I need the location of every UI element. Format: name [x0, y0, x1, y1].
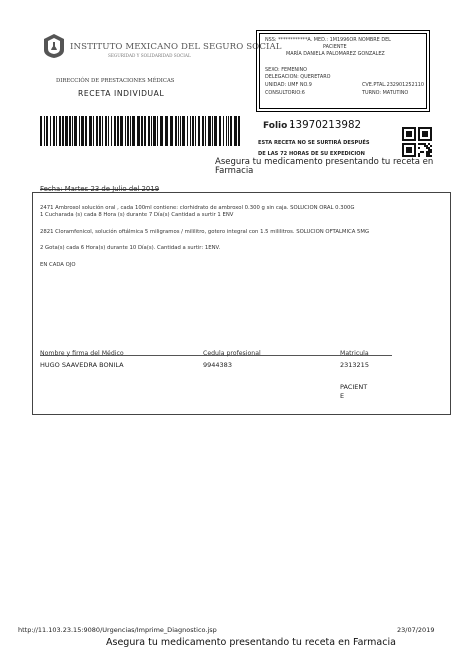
imss-logo-icon: [42, 33, 66, 59]
rx-item-2-line-1: 2821 Cloramfenicol, solución oftálmica 5 miligramos / mililitro, gotero integral con 1.5 mililitros. SOLUCION OFTALMICA 5MG: [40, 229, 370, 235]
footer-notice: Asegura tu medicamento presentando tu receta en Farmacia: [106, 637, 396, 648]
institution-name: INSTITUTO MEXICANO DEL SEGURO SOCIAL: [70, 42, 282, 52]
doctor-name: HUGO SAAVEDRA BONILA: [40, 361, 124, 369]
qr-code-icon: [402, 127, 432, 157]
rx-note: EN CADA OJO: [40, 262, 76, 268]
barcode-icon: [40, 116, 242, 146]
cedula-label: Cedula profesional: [203, 350, 261, 357]
matricula-value: 2313215: [340, 361, 369, 369]
institution-subtitle: SEGURIDAD Y SOLIDARIDAD SOCIAL: [108, 53, 191, 58]
warning-line-1: ESTA RECETA NO SE SURTIRÁ DESPUÉS: [258, 140, 370, 146]
rx-item-1-line-2: 1 Cucharada (s) cada 8 Hora (s) durante 7 Día(s) Cantidad a surtir 1 ENV: [40, 212, 234, 218]
paciente-signature-label-2: E: [340, 392, 345, 400]
direction-heading: DIRECCIÓN DE PRESTACIONES MÉDICAS: [56, 78, 175, 84]
doctor-name-label: Nombre y firma del Médico: [40, 350, 124, 357]
page-url: http://11.103.23.15:9080/Urgencias/Imprime_Diagnostico.jsp: [18, 626, 217, 634]
patient-cve: CVE.PTAL.232901252110: [362, 82, 424, 88]
patient-label: PACIENTE: [323, 44, 347, 50]
paciente-signature-label-1: PACIENT: [340, 383, 368, 391]
overlay-notice-line-1: Asegura tu medicamento presentando tu receta en: [215, 157, 434, 167]
document-type: RECETA INDIVIDUAL: [78, 89, 165, 98]
folio-label: Folio :: [263, 121, 295, 131]
rx-item-1-line-1: 2471 Ambroxol solución oral , cada 100ml contiene: clorhidrato de ambroxol 0.300 g sin caja. SOLUCION ORAL 0.300G: [40, 205, 355, 211]
prescription-date: Fecha: Martes 23 de Julio del 2019: [40, 185, 160, 193]
patient-consultorio: CONSULTORIO:6: [265, 90, 305, 96]
patient-turno: TURNO: MATUTINO: [362, 90, 409, 96]
folio-value: 13970213982: [289, 119, 362, 131]
patient-delegacion: DELEGACION: QUERETARO: [265, 74, 331, 80]
patient-unidad: UNIDAD: UMF NO.9: [265, 82, 312, 88]
prescription-box: [32, 192, 451, 415]
patient-name: MARÍA DANIELA PALOMAREZ GONZALEZ: [286, 51, 385, 57]
rx-item-2-line-2: 2 Gota(s) cada 6 Hora(s) durante 10 Día(s). Cantidad a surtir: 1ENV.: [40, 245, 221, 251]
print-date: 23/07/2019: [397, 626, 435, 634]
cedula-value: 9944383: [203, 361, 232, 369]
patient-sexo: SEXO: FEMENINO: [265, 67, 308, 73]
warning-line-2: DE LAS 72 HORAS DE SU EXPEDICION: [258, 151, 365, 157]
overlay-notice-line-2: Farmacia: [215, 166, 254, 176]
matricula-label: Matricula: [340, 350, 369, 357]
patient-nss: NSS: ************A. MED.: 1M1996OR NOMBRE DEL: [265, 37, 391, 43]
